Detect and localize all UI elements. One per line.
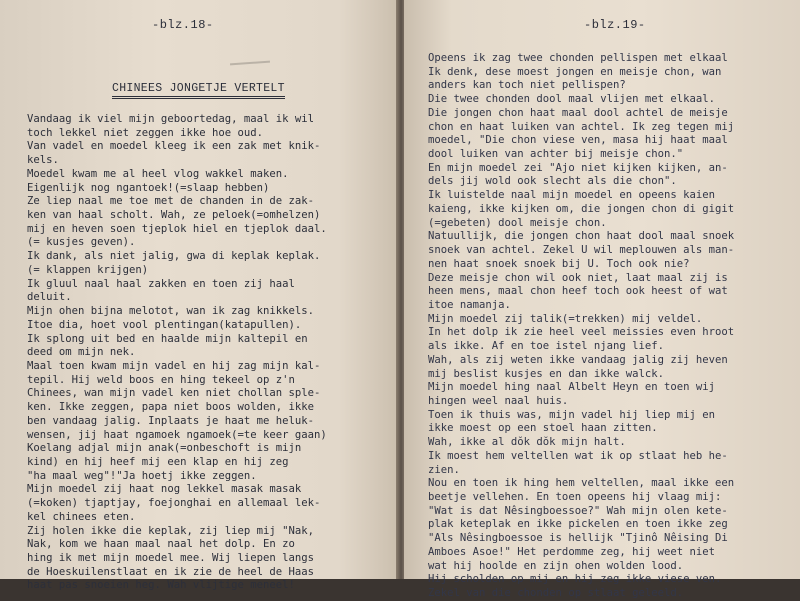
left-page-text-line: "ha maal weg"!"Ja hoetj ikke zeggen.: [27, 469, 257, 482]
left-page-text-line: Moedel kwam me al heel vlog wakkel maken.: [27, 167, 289, 180]
left-page-text-line: Chinees, wan mijn vadel ken niet chollan sple-: [27, 387, 321, 400]
left-page-text-line: kind) en hij heef mij een klap en hij zeg: [27, 455, 289, 468]
right-page-text-line: moedel, "Die chon viese ven, masa hij haat maal: [428, 134, 728, 147]
left-page-text-line: haat pas snoeien heg. Wah vlijtige meneel!: [27, 579, 295, 592]
right-page-text-line: Opeens ik zag twee chonden pellispen met elkaal: [428, 52, 728, 64]
left-page-text-line: mij en heven soen tjeplok hiel en tjeplok daal.: [27, 222, 327, 235]
right-page-body: [428, 52, 734, 601]
left-page: [0, 0, 398, 592]
right-page-text-line: chon en haat luiken van achtel. Ik zeg tegen mij: [428, 120, 735, 133]
right-page-text-line: Die jongen chon haat maal dool achtel de meisje: [428, 106, 728, 119]
right-page-text-line: hingen weel naal huis.: [428, 394, 569, 407]
right-page-text-line: "Als Nêsingboessoe is hellijk "Tjinô Nêising Di: [428, 532, 728, 545]
left-page-text-line: de Hoeskuilenstlaat en ik zie de heel de Haas: [27, 565, 315, 578]
left-page-text-line: Maal toen kwam mijn vadel en hij zag mijn kal-: [27, 359, 321, 372]
right-page-text-line: Hij scholden op mij en hij zeg ikke viese ven.: [428, 573, 722, 586]
right-page-text-line: Natuullijk, die jongen chon haat dool maal snoek: [428, 230, 735, 243]
right-page-text-line: Toen ik thuis was, mijn vadel hij liep mij en: [428, 408, 716, 421]
left-page-text-line: ken van haal scholt. Wah, ze peloek(=omhelzen): [27, 209, 321, 222]
right-page-text-line: Mijn moedel hing naal Albelt Heyn en toen wij: [428, 381, 716, 394]
right-page-text-line: Nou en toen ik hing hem veltellen, maal ikke een: [428, 477, 735, 490]
right-page-text-line: Deze meisje chon wil ook niet, laat maal zij is: [428, 271, 728, 284]
left-page-text-line: Nak, kom we haan maal naal het dolp. En zo: [27, 538, 295, 551]
page-number-left: -blz.18-: [152, 18, 214, 32]
left-page-text-line: wensen, jij haat ngamoek ngamoek(=te keer gaan): [27, 428, 327, 441]
left-page-text-line: tepil. Hij weld boos en hing tekeel op z'n: [27, 373, 295, 386]
left-page-text-line: Vandaag ik viel mijn geboortedag, maal ik wil: [27, 113, 315, 125]
left-page-text-line: Itoe dia, hoet vool plentingan(katapullen).: [27, 318, 302, 331]
right-page-text-line: Amboes Asoe!" Het perdomme zeg, hij weet niet: [428, 545, 716, 558]
right-page-text-line: plak keteplak en ikke pickelen en toen ikke zeg: [428, 518, 728, 531]
right-page: [404, 0, 800, 600]
left-page-text-line: Koelang adjal mijn anak(=onbeschoft is mijn: [27, 442, 302, 455]
left-page-text-line: deluit.: [27, 291, 72, 304]
left-page-text-line: kel chinees eten.: [27, 510, 136, 523]
right-page-text-line: Die twee chonden dool maal vlijen met elkaal.: [428, 93, 716, 106]
page-title: CHINEES JONGETJE VERTELT: [112, 82, 285, 99]
left-page-body: [27, 113, 327, 593]
right-page-text-line: beetje vellehen. En toen opeens hij vlaag mij:: [428, 491, 722, 503]
right-page-text-line: zien.: [428, 463, 460, 476]
left-page-text-line: Ze liep naal me toe met de chanden in de zak-: [27, 195, 315, 208]
left-page-text-line: ben vandaag jalig. Inplaats je haat me heluk-: [27, 414, 315, 427]
right-page-text-line: mij beslist kusjes en dan ikke walck.: [428, 367, 664, 380]
right-page-text-line: snoek van achtel. Zekel U wil meplouwen als man-: [428, 244, 735, 257]
right-page-text-line: Wah, ikke al dŏk dŏk mijn halt.: [428, 436, 626, 449]
faint-pencil-mark: [230, 61, 270, 66]
right-page-text-line: dels jij wold ook slecht als die chon".: [428, 175, 677, 188]
right-page-text-line: (=gebeten) dool meisje chon.: [428, 216, 607, 229]
right-page-text-line: itoe namanja.: [428, 298, 511, 311]
left-page-text-line: deed om mijn nek.: [27, 346, 136, 359]
right-page-text-line: als ikke. Af en toe istel njang lief.: [428, 340, 664, 353]
right-page-text-line: In het dolp ik zie heel veel meissies even hroot: [428, 326, 735, 339]
right-page-text-line: Ik moest hem veltellen wat ik op stlaat heb he-: [428, 449, 728, 462]
left-page-text-line: (= klappen krijgen): [27, 263, 149, 276]
right-page-text-line: Zekel van die chonden op stlaat geleeld.: [428, 587, 684, 600]
right-page-text-line: wat hij hoolde en zijn ohen wolden lood.: [428, 559, 684, 572]
left-page-text-line: Ik dank, als niet jalig, gwa di keplak keplak.: [27, 250, 321, 263]
right-page-text-line: En mijn moedel zei "Ajo niet kijken kijken, an-: [428, 161, 728, 174]
right-page-text-line: kaieng, ikke kijken om, die jongen chon di gigit: [428, 202, 735, 215]
left-page-text-line: Van vadel en moedel kleeg ik een zak met knik-: [27, 140, 321, 153]
right-page-text-line: Wah, als zij weten ikke vandaag jalig zij heven: [428, 353, 728, 366]
left-page-text-line: Eigenlijk nog ngantoek!(=slaap hebben): [27, 181, 270, 194]
left-page-text-line: kels.: [27, 154, 59, 167]
left-page-text-line: (= kusjes geven).: [27, 236, 136, 249]
right-page-text-line: anders kan toch niet pellispen?: [428, 79, 626, 92]
left-page-text-line: Ik gluul naal haal zakken en toen zij haal: [27, 277, 295, 290]
right-page-text-line: Mijn moedel zij talik(=trekken) mij veldel.: [428, 312, 703, 325]
right-page-text-line: "Wat is dat Nêsingboessoe?" Wah mijn olen kete-: [428, 504, 728, 517]
left-page-text-line: Mijn moedel zij haat nog lekkel masak masak: [27, 483, 302, 496]
right-page-text-line: dool luiken van achter bij meisje chon.": [428, 148, 684, 161]
right-page-text-line: Ik luistelde naal mijn moedel en opeens kaien: [428, 189, 716, 202]
right-page-text-line: ikke moest op een stoel haan zitten.: [428, 422, 658, 435]
right-page-text-line: nen haat snoek snoek bij U. Toch ook nie?: [428, 257, 690, 270]
left-page-text-line: Ik splong uit bed en haalde mijn kaltepil en: [27, 332, 308, 345]
left-page-text-line: ken. Ikke zeggen, papa niet boos wolden, ikke: [27, 401, 315, 414]
page-number-right: -blz.19-: [584, 18, 646, 32]
left-page-text-line: Mijn ohen bijna melotot, wan ik zag knikkels.: [27, 305, 315, 318]
right-page-text-line: heen mens, maal chon heef toch ook heest of wat: [428, 285, 728, 298]
left-page-text-line: (=koken) tjaptjay, foejonghai en allemaal lek-: [27, 497, 321, 510]
left-page-text-line: Zij holen ikke die keplak, zij liep mij "Nak,: [27, 524, 315, 537]
left-page-text-line: hing ik met mijn moedel mee. Wij liepen langs: [27, 552, 315, 564]
left-page-text-line: toch lekkel niet zeggen ikke hoe oud.: [27, 126, 263, 139]
right-page-text-line: Ik denk, dese moest jongen en meisje chon, wan: [428, 65, 722, 78]
